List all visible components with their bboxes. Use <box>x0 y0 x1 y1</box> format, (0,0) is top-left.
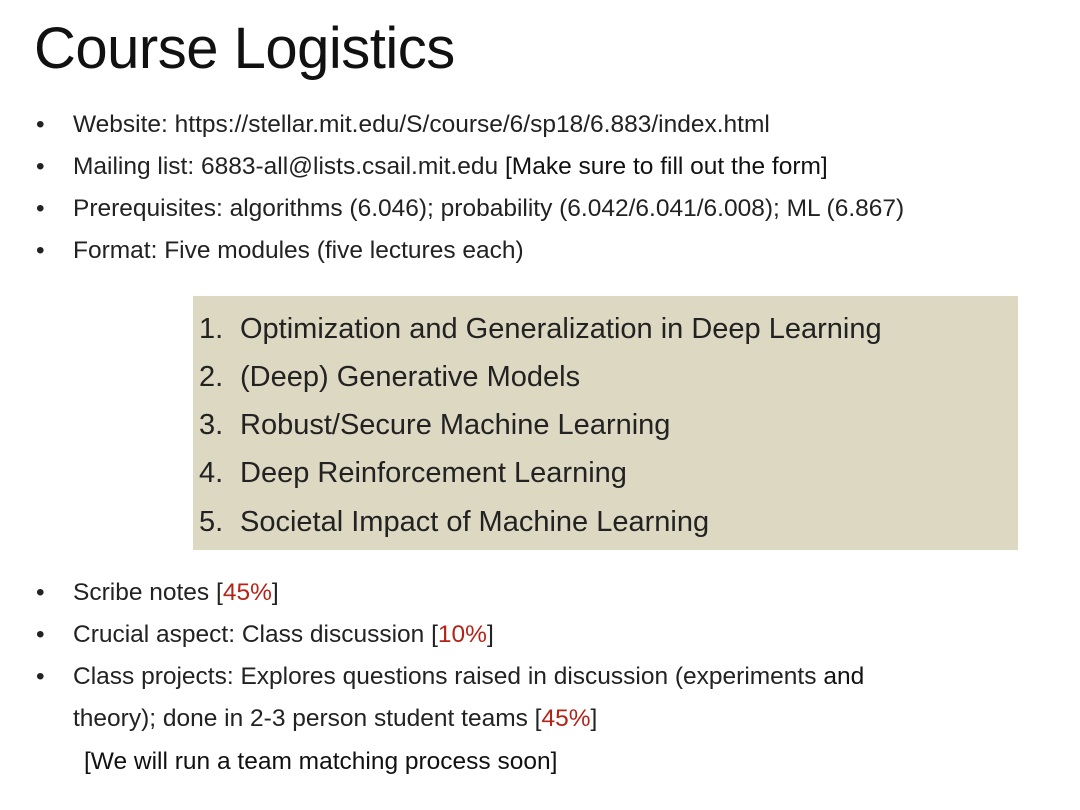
bullet-dot: • <box>36 237 45 264</box>
bullet-dot: • <box>36 579 45 606</box>
bullet-class-projects <box>0 656 1080 698</box>
bracket-close: ] <box>590 705 598 732</box>
class-projects-text: Class projects: Explores questions raised in discussion (experiments <box>73 663 824 690</box>
module-item <box>199 498 709 546</box>
module-item <box>199 305 882 353</box>
bullet-website <box>0 104 1080 146</box>
bracket-close: ] <box>271 579 279 606</box>
slide-title: Course Logistics <box>34 16 455 81</box>
class-projects-continuation <box>0 698 1080 740</box>
bullet-prerequisites <box>0 188 1080 230</box>
module-number: 4. <box>199 457 224 489</box>
module-label: Robust/Secure Machine Learning <box>240 409 671 441</box>
prerequisites-text: Prerequisites: algorithms (6.046); probability (6.042/6.041/6.008); ML (6.867) <box>73 195 905 222</box>
module-item <box>199 449 627 497</box>
modules-box <box>193 296 1018 550</box>
bullet-dot: • <box>36 153 45 180</box>
bracket-close: ] <box>486 621 494 648</box>
module-number: 3. <box>199 409 224 441</box>
bullet-dot: • <box>36 111 45 138</box>
module-label: (Deep) Generative Models <box>240 361 581 393</box>
format-text: Format: Five modules (five lectures each) <box>73 237 524 264</box>
grading-bullet-list <box>0 572 1080 740</box>
mailing-list-note: [Make sure to fill out the form] <box>505 153 828 180</box>
bullet-dot: • <box>36 663 45 690</box>
team-matching-note: [We will run a team matching process soon] <box>84 748 558 775</box>
module-label: Deep Reinforcement Learning <box>240 457 627 489</box>
module-item <box>199 353 580 401</box>
class-discussion-text: Crucial aspect: Class discussion [ <box>73 621 438 648</box>
module-number: 5. <box>199 506 224 538</box>
module-label: Optimization and Generalization in Deep Learning <box>240 313 882 345</box>
class-projects-text-2: theory); done in 2-3 person student teams [ <box>73 705 542 732</box>
logistics-bullet-list <box>0 104 1080 272</box>
bullet-scribe-notes <box>0 572 1080 614</box>
module-item <box>199 401 670 449</box>
scribe-notes-percent: 45% <box>222 579 272 606</box>
scribe-notes-text: Scribe notes [ <box>73 579 223 606</box>
module-number: 1. <box>199 313 224 345</box>
bullet-class-discussion <box>0 614 1080 656</box>
class-projects-percent: 45% <box>541 705 591 732</box>
module-label: Societal Impact of Machine Learning <box>240 506 710 538</box>
mailing-list-text: Mailing list: 6883-all@lists.csail.mit.edu <box>73 153 505 180</box>
bullet-mailing-list <box>0 146 1080 188</box>
class-discussion-percent: 10% <box>437 621 487 648</box>
class-projects-and: and <box>823 663 865 690</box>
bullet-dot: • <box>36 621 45 648</box>
bullet-dot: • <box>36 195 45 222</box>
bullet-format <box>0 230 1080 272</box>
website-text: Website: https://stellar.mit.edu/S/course/6/sp18/6.883/index.html <box>73 111 770 138</box>
module-number: 2. <box>199 361 224 393</box>
